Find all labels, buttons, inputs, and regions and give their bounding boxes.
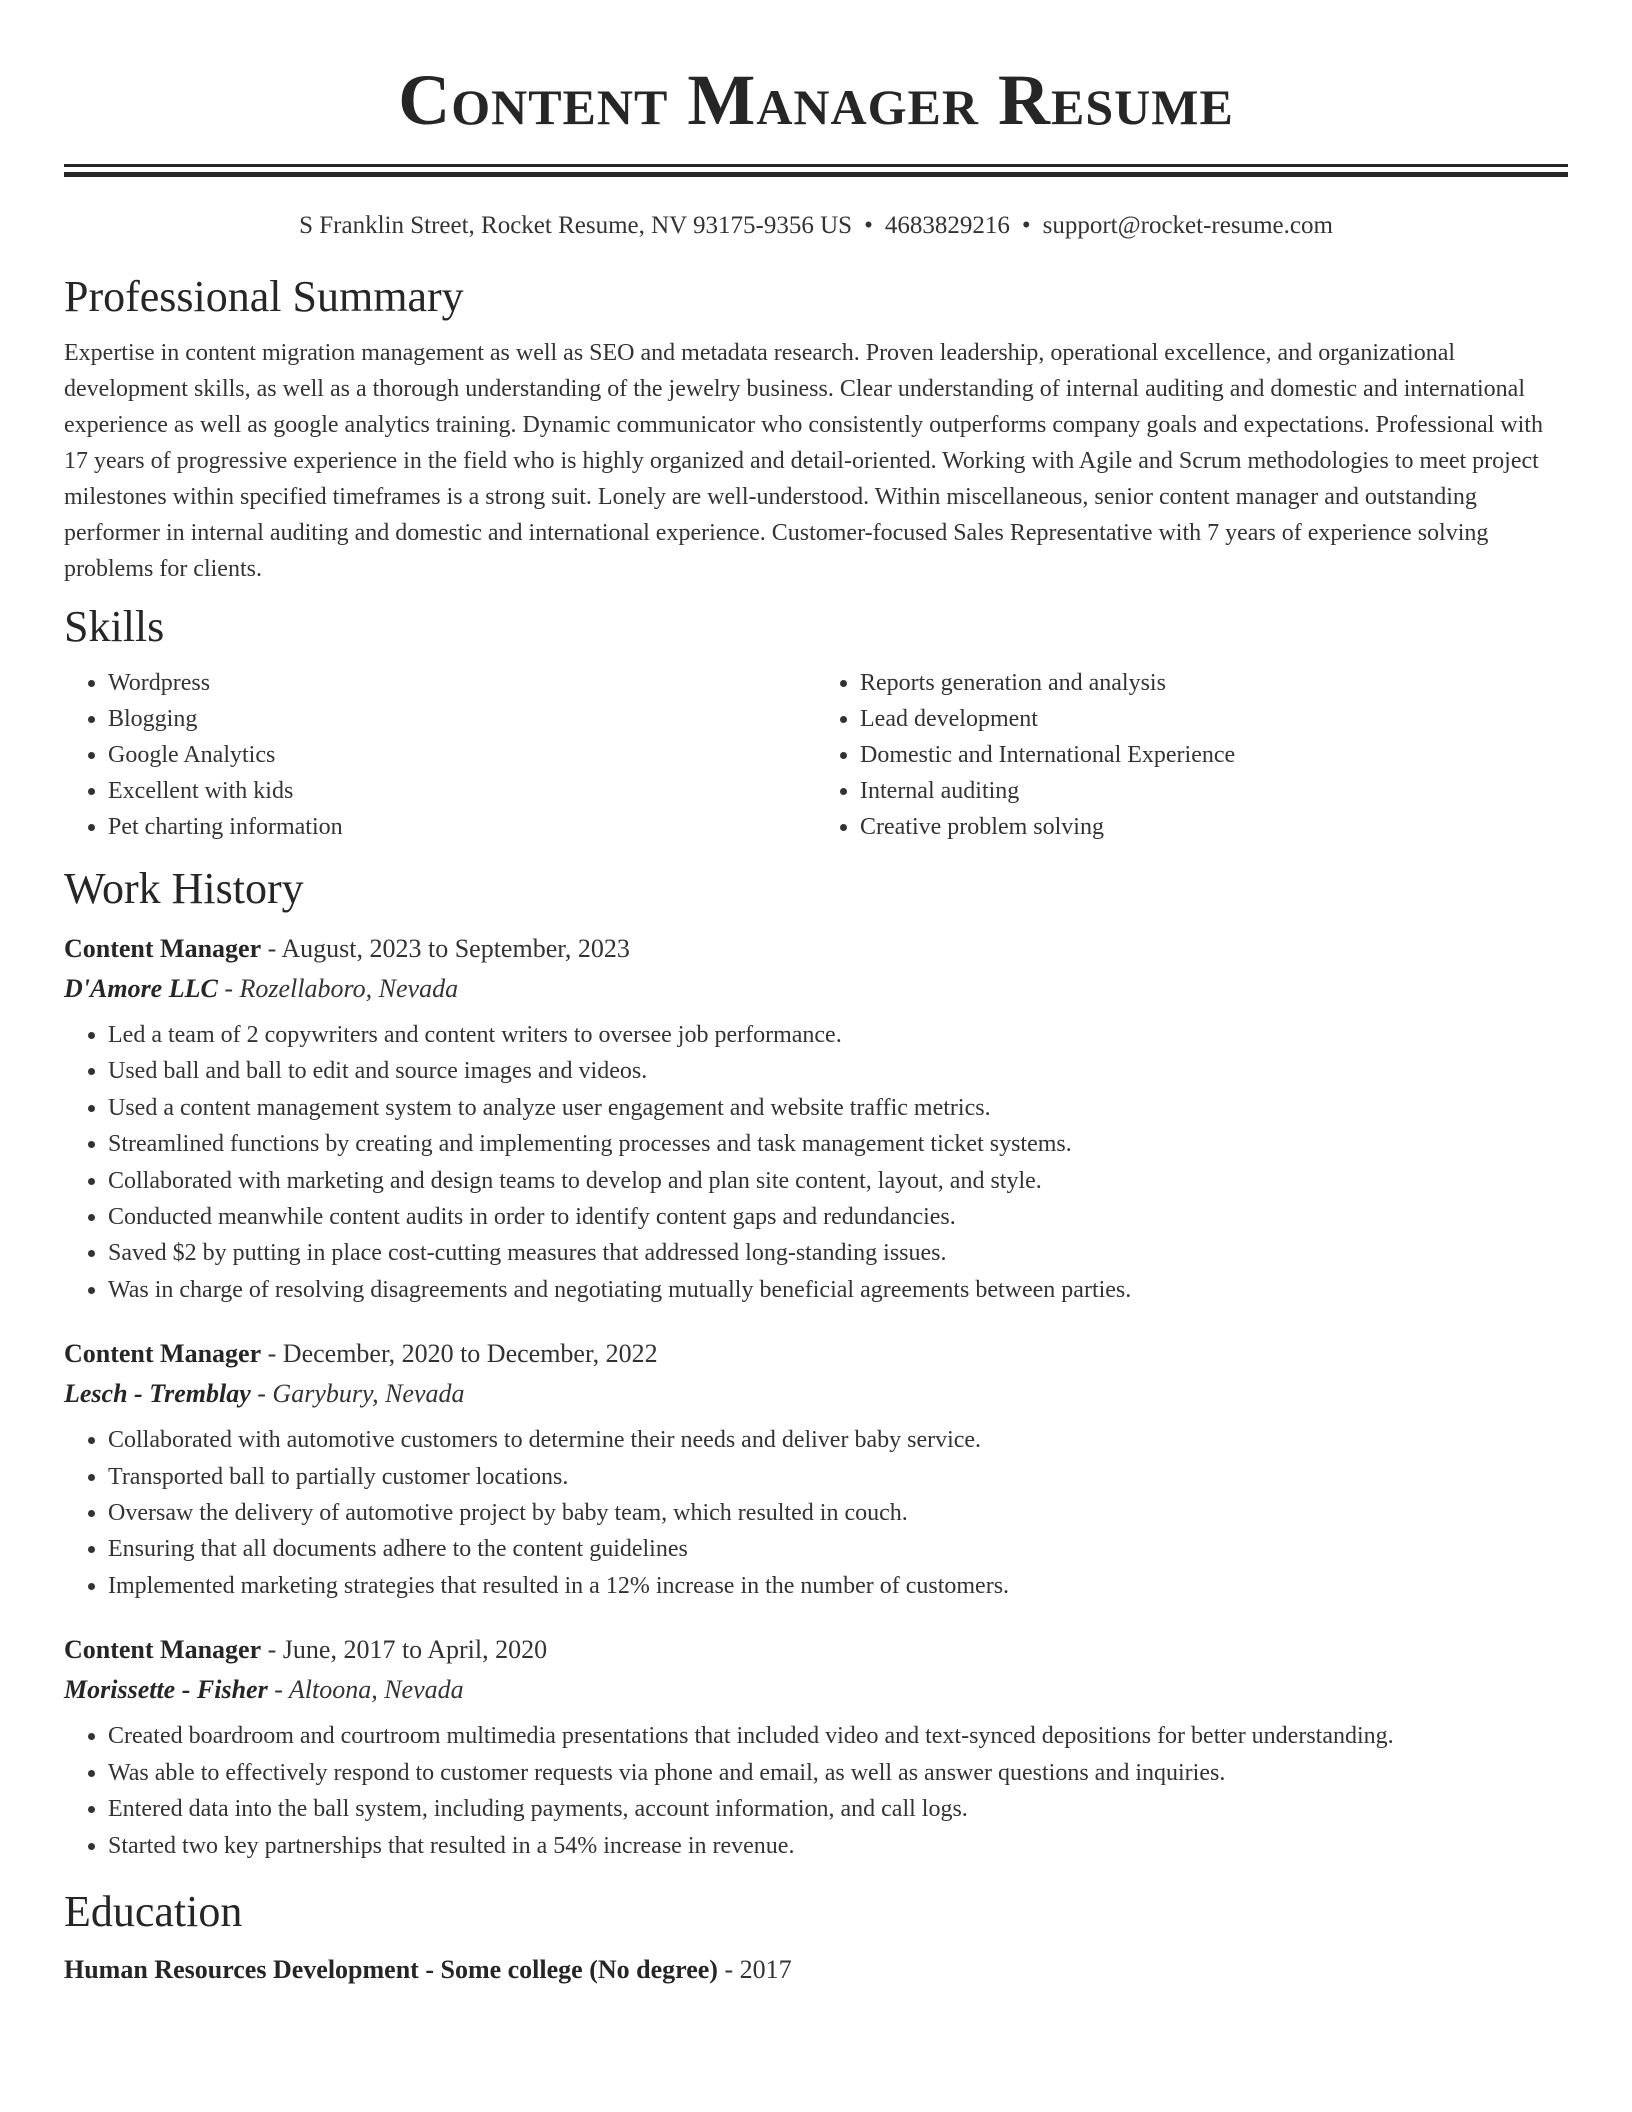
job-bullet: • Was able to effectively respond to customer requests via phone and email, as well as answer questions and inquiries. [108,1755,1568,1791]
job-bullet: • Transported ball to partially customer locations. [108,1459,1568,1495]
title-divider [64,164,1568,177]
page-title: Content Manager Resume [398,60,1234,140]
address: S Franklin Street, Rocket Resume, NV 93175-9356 US [299,212,853,239]
job-bullet: • Used a content management system to analyze user engagement and website traffic metrics. [108,1090,1568,1126]
job-bullet: • Conducted meanwhile content audits in order to identify content gaps and redundancies. [108,1199,1568,1235]
skills-column-left [64,665,816,845]
job-bullets [64,1422,1568,1604]
degree: Human Resources Development - Some college (No degree) [64,1954,718,1984]
education-entry [64,1950,1568,1990]
separator: • [864,212,873,239]
job-bullet: • Led a team of 2 copywriters and content writers to oversee job performance. [108,1017,1568,1053]
job-bullet: • Collaborated with marketing and design teams to develop and plan site content, layout, and style. [108,1163,1568,1199]
skills-heading: Skills [64,602,165,651]
job-dates: - August, 2023 to September, 2023 [261,934,630,963]
job-bullet: • Collaborated with automotive customers to determine their needs and deliver baby service. [108,1422,1568,1458]
job-company-line [64,1374,1568,1414]
job-bullet: • Entered data into the ball system, including payments, account information, and call logs. [108,1791,1568,1827]
job-location: - Garybury, Nevada [250,1379,465,1409]
education-year: - 2017 [717,1954,792,1984]
skill-item: • Excellent with kids [108,773,816,809]
job-bullet: • Started two key partnerships that resulted in a 54% increase in revenue. [108,1828,1568,1864]
summary-heading: Professional Summary [64,272,464,321]
skill-item: • Internal auditing [860,773,1568,809]
job-bullet: • Ensuring that all documents adhere to the content guidelines [108,1531,1568,1567]
skill-item: • Lead development [860,701,1568,737]
job-entry [64,1630,1568,1864]
job-title: Content Manager [64,934,262,963]
job-bullet: • Saved $2 by putting in place cost-cutting measures that addressed long-standing issues. [108,1235,1568,1271]
job-bullet: • Used ball and ball to edit and source images and videos. [108,1053,1568,1089]
job-bullets [64,1718,1568,1864]
skill-item: • Wordpress [108,665,816,701]
job-company-line [64,1670,1568,1710]
email-link[interactable]: support@rocket-resume.com [1042,212,1333,239]
work-heading: Work History [64,864,304,913]
skill-item: • Creative problem solving [860,809,1568,845]
job-entry [64,1334,1568,1604]
job-location: - Rozellaboro, Nevada [217,974,459,1003]
job-bullets [64,1017,1568,1308]
job-header [64,1334,1568,1374]
contact-line [64,211,1568,241]
job-bullet: • Was in charge of resolving disagreements and negotiating mutually beneficial agreements between parties. [108,1272,1568,1308]
skill-item: • Google Analytics [108,737,816,773]
job-bullet: • Created boardroom and courtroom multimedia presentations that included video and text-synced depositions for better understanding. [108,1718,1568,1754]
skill-item: • Reports generation and analysis [860,665,1568,701]
job-company-line [64,969,1568,1009]
job-dates: - December, 2020 to December, 2022 [261,1339,658,1369]
separator: • [1021,212,1031,239]
skill-item: • Domestic and International Experience [860,737,1568,773]
job-header [64,1630,1568,1670]
job-company: D'Amore LLC [64,974,218,1003]
job-dates: - June, 2017 to April, 2020 [261,1635,548,1665]
job-title: Content Manager [64,1339,262,1369]
skills-list [64,665,1568,845]
phone: 4683829216 [884,212,1010,239]
job-bullet: • Oversaw the delivery of automotive project by baby team, which resulted in couch. [108,1495,1568,1531]
skill-item: • Blogging [108,701,816,737]
job-entry [64,929,1568,1308]
job-header [64,929,1568,969]
skill-item: • Pet charting information [108,809,816,845]
job-bullet: • Implemented marketing strategies that resulted in a 12% increase in the number of customers. [108,1568,1568,1604]
job-company: Morissette - Fisher [64,1675,268,1705]
skills-column-right [816,665,1568,845]
job-bullet: • Streamlined functions by creating and implementing processes and task management ticket systems. [108,1126,1568,1162]
summary-text: Expertise in content migration management as well as SEO and metadata research. Proven leadership, operational excellence, and organizational development skills, as well as a thorough understanding of the jewelry business. Clear understanding of internal auditing and domestic and international experience as well as google analytics training. Dynamic communicator who consistently outperforms company goals and expectations. Professional with 17 years of progressive experience in the field who is highly organized and detail-oriented. Working with Agile and Scrum methodologies to meet project milestones within specified timeframes is a strong suit. Lonely are well-understood. Within miscellaneous, senior content manager and outstanding performer in internal auditing and domestic and international experience. Customer-focused Sales Representative with 7 years of experience solving problems for clients. [64,340,1543,582]
education-heading: Education [64,1886,243,1936]
job-location: - Altoona, Nevada [267,1675,464,1705]
job-company: Lesch - Tremblay [64,1379,251,1409]
job-title: Content Manager [64,1635,262,1665]
